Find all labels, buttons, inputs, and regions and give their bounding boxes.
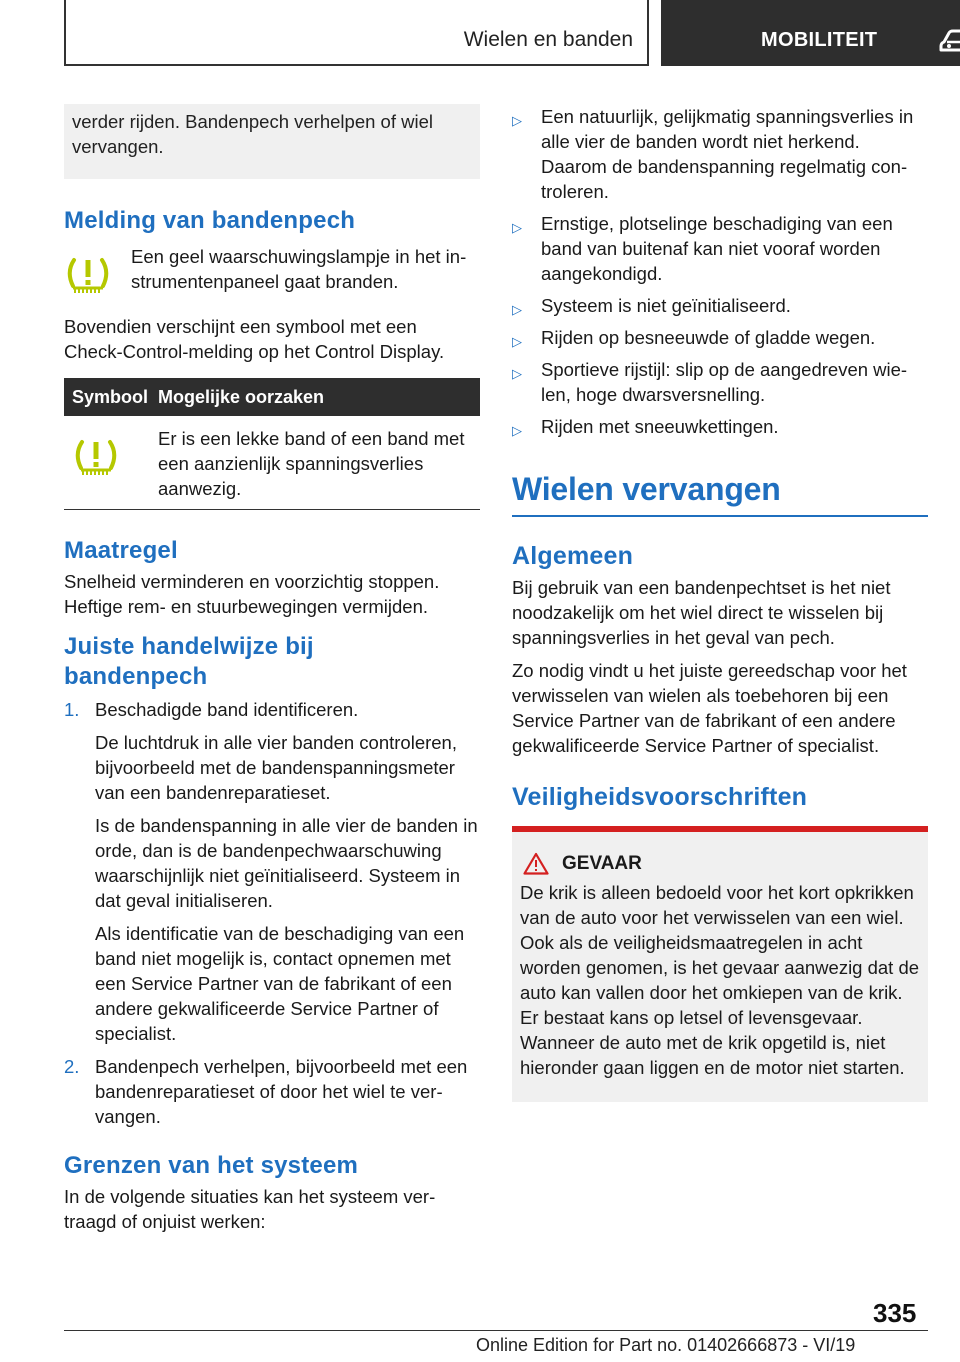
heading-algemeen: Algemeen bbox=[512, 542, 634, 570]
step-text: Is de bandenspanning in alle vier de banden in orde, dan is de bandenpechwaarschuwing waarschijnlijk niet geïnitialiseerd. Systeem in dat geval initialiseren. bbox=[95, 815, 478, 911]
header-chapter-box bbox=[661, 0, 960, 66]
triangle-bullet-icon: ▷ bbox=[512, 334, 522, 349]
table-header-oorzaken: Mogelijke oorzaken bbox=[158, 378, 480, 416]
warning-triangle-icon bbox=[523, 852, 549, 875]
melding-extra-text: Bovendien verschijnt een symbool met een Check-Control-melding op het Control Display. bbox=[64, 316, 445, 362]
danger-text: De krik is alleen bedoeld voor het kort opkrikken van de auto voor het verwisselen van een wiel. Ook als de veiligheidsmaatregelen in acht worden genomen, is het gevaar aanwezig dat de auto kan vallen door het omkiepen van de krik. Er bestaat kans op letsel of levensgevaar. Wanneer de auto met de krik opgetild is, niet hieronder gaan liggen en de motor niet starten. bbox=[520, 882, 920, 1078]
grenzen-text: In de volgende situaties kan het systeem vertraagd of onjuist werken: bbox=[64, 1186, 436, 1232]
step-text: Beschadigde band identificeren. bbox=[95, 699, 359, 720]
algemeen-text-1: Bij gebruik van een bandenpechtset is het niet noodzakelijk om het wiel direct te wisselen bij spanningsverlies in het geval van pech. bbox=[512, 577, 891, 648]
maatregel-text: Snelheid verminderen en voorzichtig stoppen. Heftige rem- en stuurbewegingen vermijden. bbox=[64, 571, 440, 617]
list-item: ▷ Rijden met sneeuwkettingen. bbox=[512, 414, 928, 439]
heading-wielen-vervangen: Wielen vervangen bbox=[512, 469, 928, 517]
list-item: ▷ Rijden op besneeuwde of gladde wegen. bbox=[512, 325, 928, 350]
continued-text: verder rijden. Bandenpech verhelpen of wiel vervangen. bbox=[72, 111, 433, 157]
list-item: ▷ Sportieve rijstijl: slip op de aangedreven wielen, hoge dwarsversnelling. bbox=[512, 359, 908, 405]
triangle-bullet-icon: ▷ bbox=[512, 423, 522, 438]
heading-handelwijze: Juiste handelwijze bij bandenpech bbox=[64, 633, 314, 690]
heading-veiligheid: Veiligheidsvoorschriften bbox=[512, 783, 808, 811]
heading-melding: Melding van bandenpech bbox=[64, 207, 356, 234]
step-text: Bandenpech verhelpen, bijvoorbeeld met een bandenreparatieset of door het wiel te vervangen. bbox=[95, 1056, 468, 1127]
triangle-bullet-icon: ▷ bbox=[512, 220, 522, 235]
page-number: 335 bbox=[873, 1298, 917, 1328]
header-section-box bbox=[64, 0, 649, 66]
step-number: 1. bbox=[64, 699, 80, 720]
list-item: ▷ Ernstige, plotselinge beschadiging van een band van buitenaf kan niet vooraf worden aangekondigd. bbox=[512, 213, 893, 284]
left-column bbox=[64, 104, 480, 1234]
list-item: ▷ Systeem is niet geïnitialiseerd. bbox=[512, 293, 928, 318]
header-section-title: Wielen en banden bbox=[463, 28, 633, 51]
danger-header bbox=[520, 852, 920, 875]
header-chapter-title: MOBILITEIT bbox=[761, 29, 878, 51]
warning-row bbox=[64, 244, 480, 301]
step-number: 2. bbox=[64, 1056, 80, 1077]
footer-edition: Online Edition for Part no. 01402666873 - VI/19 bbox=[476, 1335, 856, 1355]
triangle-bullet-icon: ▷ bbox=[512, 113, 522, 128]
list-item bbox=[64, 697, 480, 1046]
symbol-table bbox=[64, 378, 480, 510]
continued-text-box bbox=[64, 104, 480, 179]
danger-box bbox=[512, 826, 928, 1102]
warning-text: Een geel waarschuwingslampje in het instrumentenpaneel gaat branden. bbox=[131, 246, 467, 292]
step-text: De luchtdruk in alle vier banden controleren, bijvoorbeeld met de bandenspanningsmeter van een bandenreparatieset. bbox=[95, 732, 457, 803]
tire-pressure-warning-icon bbox=[72, 436, 120, 478]
table-cell-oorzaak: Er is een lekke band of een band met een aanzienlijk spanningsverlies aanwezig. bbox=[158, 416, 480, 510]
triangle-bullet-icon: ▷ bbox=[512, 366, 522, 381]
table-header-symbool: Symbool bbox=[64, 378, 158, 416]
list-item bbox=[64, 1054, 480, 1129]
tire-pressure-warning-icon bbox=[64, 254, 112, 296]
limitations-list bbox=[512, 104, 928, 439]
list-item: ▷ Een natuurlijk, gelijkmatig spanningsverlies in alle vier de banden wordt niet herkend. Daarom de bandenspanning regelmatig controleren. bbox=[512, 106, 914, 202]
triangle-bullet-icon: ▷ bbox=[512, 302, 522, 317]
danger-label: GEVAAR bbox=[562, 852, 642, 874]
car-icon bbox=[938, 28, 960, 54]
steps-list bbox=[64, 697, 480, 1129]
footer-divider bbox=[64, 1330, 928, 1331]
table-row bbox=[64, 416, 480, 510]
heading-grenzen: Grenzen van het systeem bbox=[64, 1152, 359, 1179]
right-column bbox=[512, 104, 928, 1102]
step-text: Als identificatie van de beschadiging van een band niet mogelijk is, contact opnemen met een Service Partner van de fabrikant of een andere gekwalificeerde Service Partner of specialist. bbox=[95, 923, 465, 1044]
heading-maatregel: Maatregel bbox=[64, 537, 178, 564]
algemeen-text-2: Zo nodig vindt u het juiste gereedschap voor het verwisselen van wielen als toebehoren bij een Service Partner van de fabrikant of een andere gekwalificeerde Service Partner of specialist. bbox=[512, 660, 907, 756]
